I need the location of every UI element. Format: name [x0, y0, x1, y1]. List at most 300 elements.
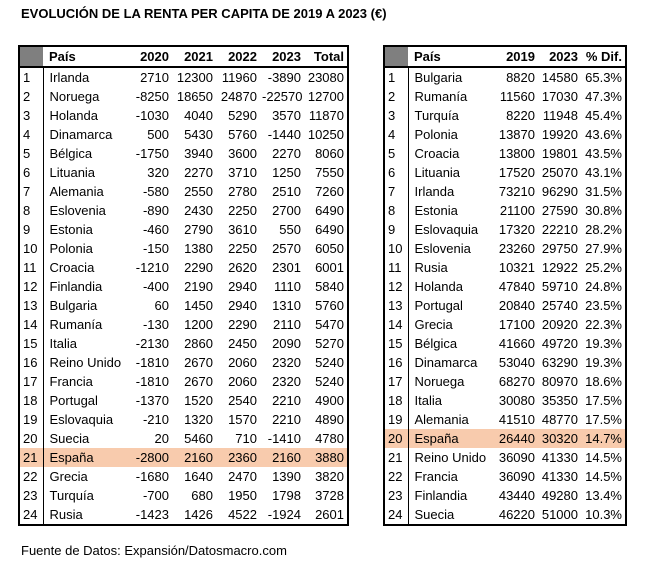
value-cell: 25070: [541, 165, 578, 180]
value-cell: 80970: [541, 374, 578, 389]
country-cell: Rumanía: [414, 89, 468, 104]
value-cell: 3600: [228, 146, 257, 161]
value-cell: 51000: [541, 507, 578, 522]
rank-cell: 6: [19, 163, 43, 182]
value-cell: -2130: [135, 336, 169, 351]
header-cell: 2020: [130, 46, 172, 67]
value-cell: 2270: [184, 165, 213, 180]
value-cell: 13.4%: [585, 488, 622, 503]
header-cell: 2019: [495, 46, 538, 67]
value-cell: 2060: [228, 374, 257, 389]
table-row: [384, 429, 626, 448]
value-cell: 11870: [308, 108, 344, 123]
rank-cell: 16: [384, 353, 408, 372]
country-cell: Holanda: [414, 279, 463, 294]
value-cell: 2060: [228, 355, 257, 370]
renta-table-annual-change: [18, 45, 349, 526]
value-cell: 1200: [184, 317, 213, 332]
rank-cell: 17: [384, 372, 408, 391]
value-cell: 2190: [184, 279, 213, 294]
rank-cell: 1: [384, 67, 408, 87]
value-cell: 2320: [272, 374, 301, 389]
value-cell: -1440: [267, 127, 301, 142]
value-cell: 4900: [315, 393, 344, 408]
value-cell: 2110: [273, 317, 301, 332]
country-cell: Grecia: [414, 317, 453, 332]
value-cell: 2250: [228, 241, 257, 256]
header-cell: País: [408, 46, 495, 67]
country-cell: Lituania: [414, 165, 461, 180]
value-cell: 17520: [498, 165, 535, 180]
country-cell: Francia: [414, 469, 458, 484]
table-row: [19, 505, 348, 525]
table-row: [384, 258, 626, 277]
value-cell: 3710: [228, 165, 257, 180]
value-cell: 12700: [307, 89, 344, 104]
value-cell: 23260: [498, 241, 535, 256]
value-cell: 3610: [228, 222, 257, 237]
country-cell: Estonia: [49, 222, 93, 237]
value-cell: 2940: [228, 279, 257, 294]
value-cell: 4890: [315, 412, 344, 427]
value-cell: 5760: [228, 127, 257, 142]
header-cell: 2022: [216, 46, 260, 67]
rank-cell: 14: [384, 315, 408, 334]
value-cell: 21100: [499, 203, 535, 218]
country-cell: Reino Unido: [414, 450, 487, 465]
value-cell: 2270: [272, 146, 301, 161]
table-row: [19, 258, 348, 277]
country-cell: Alemania: [49, 184, 104, 199]
value-cell: 68270: [498, 374, 535, 389]
value-cell: 5840: [315, 279, 344, 294]
value-cell: 17100: [498, 317, 535, 332]
value-cell: -1410: [267, 431, 301, 446]
value-cell: 96290: [541, 184, 578, 199]
country-cell: Noruega: [414, 374, 465, 389]
table-row: [19, 372, 348, 391]
value-cell: 17030: [541, 89, 578, 104]
table-row: [384, 486, 626, 505]
rank-cell: 7: [19, 182, 43, 201]
table-row: [384, 334, 626, 353]
table-row: [19, 315, 348, 334]
rank-cell: 13: [384, 296, 408, 315]
value-cell: 10.3%: [585, 507, 622, 522]
table-row: [19, 486, 348, 505]
value-cell: 41330: [541, 450, 578, 465]
value-cell: 2540: [228, 393, 257, 408]
table-row: [384, 296, 626, 315]
value-cell: 1640: [184, 469, 213, 484]
value-cell: 23080: [307, 70, 344, 85]
table-row: [19, 87, 348, 106]
table-row: [384, 201, 626, 220]
table-row: [19, 239, 348, 258]
value-cell: 1390: [272, 469, 301, 484]
table-row: [384, 505, 626, 525]
value-cell: 2670: [184, 355, 213, 370]
value-cell: 2570: [272, 241, 301, 256]
value-cell: 8220: [506, 108, 535, 123]
value-cell: 17.5%: [585, 393, 622, 408]
header-cell: 2023: [538, 46, 581, 67]
value-cell: 49280: [541, 488, 578, 503]
rank-cell: 10: [384, 239, 408, 258]
value-cell: 3820: [315, 469, 344, 484]
country-cell: Lituania: [49, 165, 96, 180]
value-cell: 60: [154, 298, 169, 313]
table-row: [19, 67, 348, 87]
country-cell: Polonia: [414, 127, 458, 142]
country-cell: Rusia: [49, 507, 83, 522]
table-row: [19, 277, 348, 296]
value-cell: 5270: [315, 336, 344, 351]
country-cell: Rusia: [414, 260, 448, 275]
rank-cell: 12: [19, 277, 43, 296]
value-cell: 19.3%: [585, 336, 622, 351]
value-cell: 25.2%: [585, 260, 622, 275]
value-cell: 19.3%: [585, 355, 622, 370]
value-cell: 2940: [228, 298, 257, 313]
value-cell: -460: [142, 222, 169, 237]
country-cell: Eslovenia: [414, 241, 471, 256]
value-cell: -1423: [135, 507, 169, 522]
value-cell: 14.5%: [585, 450, 622, 465]
table-row: [19, 220, 348, 239]
value-cell: 10250: [307, 127, 344, 142]
rank-cell: 4: [384, 125, 408, 144]
header-cell: País: [43, 46, 130, 67]
value-cell: 46220: [498, 507, 535, 522]
value-cell: 41660: [498, 336, 535, 351]
country-cell: Turquía: [414, 108, 459, 123]
header-index-cell: [19, 46, 43, 67]
value-cell: 24870: [220, 89, 257, 104]
value-cell: 2090: [272, 336, 301, 351]
rank-cell: 18: [384, 391, 408, 410]
value-cell: -150: [142, 241, 169, 256]
value-cell: 2160: [260, 448, 304, 467]
value-cell: 26440: [495, 429, 538, 448]
value-cell: 12300: [176, 70, 213, 85]
country-cell: Dinamarca: [414, 355, 478, 370]
value-cell: 17320: [498, 222, 535, 237]
value-cell: 27590: [541, 203, 578, 218]
value-cell: 2510: [272, 184, 301, 199]
table-row: [19, 182, 348, 201]
header-index-cell: [384, 46, 408, 67]
country-cell: Irlanda: [49, 70, 90, 85]
rank-cell: 3: [19, 106, 43, 125]
value-cell: 47840: [498, 279, 535, 294]
value-cell: 17.5%: [585, 412, 622, 427]
rank-cell: 16: [19, 353, 43, 372]
country-cell: Suecia: [414, 507, 455, 522]
value-cell: -1924: [267, 507, 301, 522]
value-cell: 45.4%: [585, 108, 622, 123]
table-row: [19, 429, 348, 448]
data-source-note: Fuente de Datos: Expansión/Datosmacro.com: [21, 543, 287, 558]
value-cell: 30.8%: [585, 203, 622, 218]
rank-cell: 17: [19, 372, 43, 391]
country-cell: Finlandia: [49, 279, 103, 294]
header-cell: 2021: [172, 46, 216, 67]
rank-cell: 2: [384, 87, 408, 106]
value-cell: 550: [279, 222, 301, 237]
table-row: [19, 391, 348, 410]
value-cell: -1750: [135, 146, 169, 161]
value-cell: 20920: [541, 317, 578, 332]
value-cell: 65.3%: [585, 70, 622, 85]
table-row: [384, 467, 626, 486]
value-cell: 1310: [272, 298, 301, 313]
value-cell: 22210: [541, 222, 578, 237]
value-cell: 19920: [541, 127, 578, 142]
value-cell: 320: [147, 165, 169, 180]
value-cell: 710: [235, 431, 257, 446]
table-row: [19, 106, 348, 125]
value-cell: -890: [142, 203, 169, 218]
header-cell: % Dif.: [581, 46, 626, 67]
value-cell: 1110: [274, 279, 301, 294]
value-cell: 36090: [498, 450, 535, 465]
value-cell: -3890: [267, 70, 301, 85]
rank-cell: 13: [19, 296, 43, 315]
value-cell: 2700: [272, 203, 301, 218]
value-cell: 2780: [228, 184, 257, 199]
value-cell: 43.5%: [585, 146, 622, 161]
rank-cell: 9: [384, 220, 408, 239]
value-cell: 1798: [272, 488, 301, 503]
value-cell: 2790: [184, 222, 213, 237]
rank-cell: 19: [384, 410, 408, 429]
country-cell: Bulgaria: [49, 298, 98, 313]
value-cell: 18.6%: [585, 374, 622, 389]
rank-cell: 10: [19, 239, 43, 258]
table-header-row: [19, 46, 348, 67]
table-row: [384, 353, 626, 372]
value-cell: 2620: [228, 260, 257, 275]
country-cell: Bulgaria: [414, 70, 463, 85]
table-row: [19, 410, 348, 429]
country-cell: Italia: [49, 336, 77, 351]
value-cell: 18650: [176, 89, 213, 104]
rank-cell: 15: [384, 334, 408, 353]
table-row: [384, 87, 626, 106]
value-cell: 27.9%: [585, 241, 622, 256]
value-cell: 22.3%: [585, 317, 622, 332]
value-cell: 36090: [498, 469, 535, 484]
table-row: [384, 125, 626, 144]
value-cell: -580: [142, 184, 169, 199]
table-row: [19, 144, 348, 163]
value-cell: -22570: [262, 89, 303, 104]
value-cell: 2160: [172, 448, 216, 467]
value-cell: 2670: [184, 374, 213, 389]
value-cell: 13800: [498, 146, 535, 161]
value-cell: 2301: [272, 260, 301, 275]
table-row: [19, 163, 348, 182]
country-cell: Croacia: [414, 146, 460, 161]
value-cell: -210: [142, 412, 169, 427]
rank-cell: 8: [384, 201, 408, 220]
country-cell: Estonia: [414, 203, 458, 218]
value-cell: 63290: [541, 355, 578, 370]
country-cell: España: [408, 429, 495, 448]
value-cell: 10321: [498, 260, 535, 275]
table-row: [384, 239, 626, 258]
rank-cell: 19: [19, 410, 43, 429]
country-cell: Irlanda: [414, 184, 455, 199]
rank-cell: 11: [384, 258, 408, 277]
country-cell: Grecia: [49, 469, 88, 484]
value-cell: 680: [191, 488, 213, 503]
value-cell: 1250: [272, 165, 301, 180]
value-cell: 12922: [541, 260, 578, 275]
value-cell: 25740: [541, 298, 578, 313]
value-cell: 14.5%: [585, 469, 622, 484]
value-cell: 2290: [228, 317, 257, 332]
table-row: [384, 163, 626, 182]
table-row: [19, 125, 348, 144]
rank-cell: 6: [384, 163, 408, 182]
rank-cell: 23: [384, 486, 408, 505]
country-cell: Rumanía: [49, 317, 103, 332]
rank-cell: 2: [19, 87, 43, 106]
rank-cell: 23: [19, 486, 43, 505]
value-cell: 5240: [315, 374, 344, 389]
value-cell: 6490: [315, 222, 344, 237]
value-cell: -130: [142, 317, 169, 332]
value-cell: -1370: [135, 393, 169, 408]
value-cell: 2601: [315, 507, 344, 522]
value-cell: 2210: [272, 393, 301, 408]
value-cell: 14580: [541, 70, 578, 85]
value-cell: 5240: [315, 355, 344, 370]
rank-cell: 11: [19, 258, 43, 277]
rank-cell: 18: [19, 391, 43, 410]
value-cell: -1210: [135, 260, 169, 275]
value-cell: 5430: [184, 127, 213, 142]
page-title: EVOLUCIÓN DE LA RENTA PER CAPITA DE 2019 A 2023 (€): [21, 6, 387, 21]
country-cell: Alemania: [414, 412, 469, 427]
value-cell: 2250: [228, 203, 257, 218]
value-cell: 2710: [140, 70, 169, 85]
rank-cell: 4: [19, 125, 43, 144]
country-cell: Suecia: [49, 431, 90, 446]
table-row: [384, 106, 626, 125]
rank-cell: 5: [19, 144, 43, 163]
value-cell: 47.3%: [585, 89, 622, 104]
value-cell: 5290: [228, 108, 257, 123]
value-cell: 2470: [228, 469, 257, 484]
rank-cell: 5: [384, 144, 408, 163]
rank-cell: 12: [384, 277, 408, 296]
value-cell: 35350: [541, 393, 578, 408]
table-row: [384, 67, 626, 87]
rank-cell: 24: [19, 505, 43, 525]
table-row: [384, 410, 626, 429]
value-cell: 1450: [184, 298, 213, 313]
country-cell: Eslovaquia: [49, 412, 114, 427]
table-row: [384, 277, 626, 296]
rank-cell: 24: [384, 505, 408, 525]
table-row: [384, 391, 626, 410]
value-cell: 5760: [315, 298, 344, 313]
rank-cell: 9: [19, 220, 43, 239]
country-cell: Holanda: [49, 108, 98, 123]
value-cell: 2450: [228, 336, 257, 351]
value-cell: 2860: [184, 336, 213, 351]
country-cell: Finlandia: [414, 488, 468, 503]
value-cell: 6490: [315, 203, 344, 218]
value-cell: 5460: [184, 431, 213, 446]
table-row: [19, 353, 348, 372]
country-cell: Croacia: [49, 260, 95, 275]
value-cell: 2430: [184, 203, 213, 218]
value-cell: 41330: [541, 469, 578, 484]
table-row: [384, 182, 626, 201]
table-row: [384, 220, 626, 239]
value-cell: 1380: [184, 241, 213, 256]
value-cell: 1320: [184, 412, 213, 427]
table-row: [19, 201, 348, 220]
value-cell: 28.2%: [585, 222, 622, 237]
country-cell: Portugal: [414, 298, 463, 313]
value-cell: 7550: [315, 165, 344, 180]
rank-cell: 14: [19, 315, 43, 334]
value-cell: 2550: [184, 184, 213, 199]
value-cell: 4040: [184, 108, 213, 123]
value-cell: 1570: [228, 412, 257, 427]
rank-cell: 15: [19, 334, 43, 353]
value-cell: 4780: [315, 431, 344, 446]
header-cell: 2023: [260, 46, 304, 67]
country-cell: Francia: [49, 374, 93, 389]
value-cell: 43440: [498, 488, 535, 503]
value-cell: 1950: [228, 488, 257, 503]
rank-cell: 22: [19, 467, 43, 486]
value-cell: 3728: [315, 488, 344, 503]
value-cell: -1680: [135, 469, 169, 484]
header-cell: Total: [304, 46, 348, 67]
renta-table-percent-difference: [383, 45, 627, 526]
rank-cell: 3: [384, 106, 408, 125]
value-cell: -1810: [135, 355, 169, 370]
country-cell: Polonia: [49, 241, 93, 256]
value-cell: -8250: [135, 89, 169, 104]
value-cell: 43.6%: [585, 127, 622, 142]
table-row: [19, 334, 348, 353]
table-row: [384, 144, 626, 163]
value-cell: 7260: [315, 184, 344, 199]
value-cell: -700: [142, 488, 169, 503]
country-cell: Italia: [414, 393, 442, 408]
value-cell: 14.7%: [581, 429, 626, 448]
value-cell: 49720: [541, 336, 578, 351]
value-cell: 30320: [538, 429, 581, 448]
value-cell: 8060: [315, 146, 344, 161]
value-cell: 31.5%: [585, 184, 622, 199]
value-cell: 8820: [506, 70, 535, 85]
value-cell: -1030: [135, 108, 169, 123]
rank-cell: 1: [19, 67, 43, 87]
value-cell: 2210: [272, 412, 301, 427]
value-cell: 3880: [304, 448, 348, 467]
value-cell: 73210: [498, 184, 535, 199]
value-cell: 19801: [541, 146, 578, 161]
